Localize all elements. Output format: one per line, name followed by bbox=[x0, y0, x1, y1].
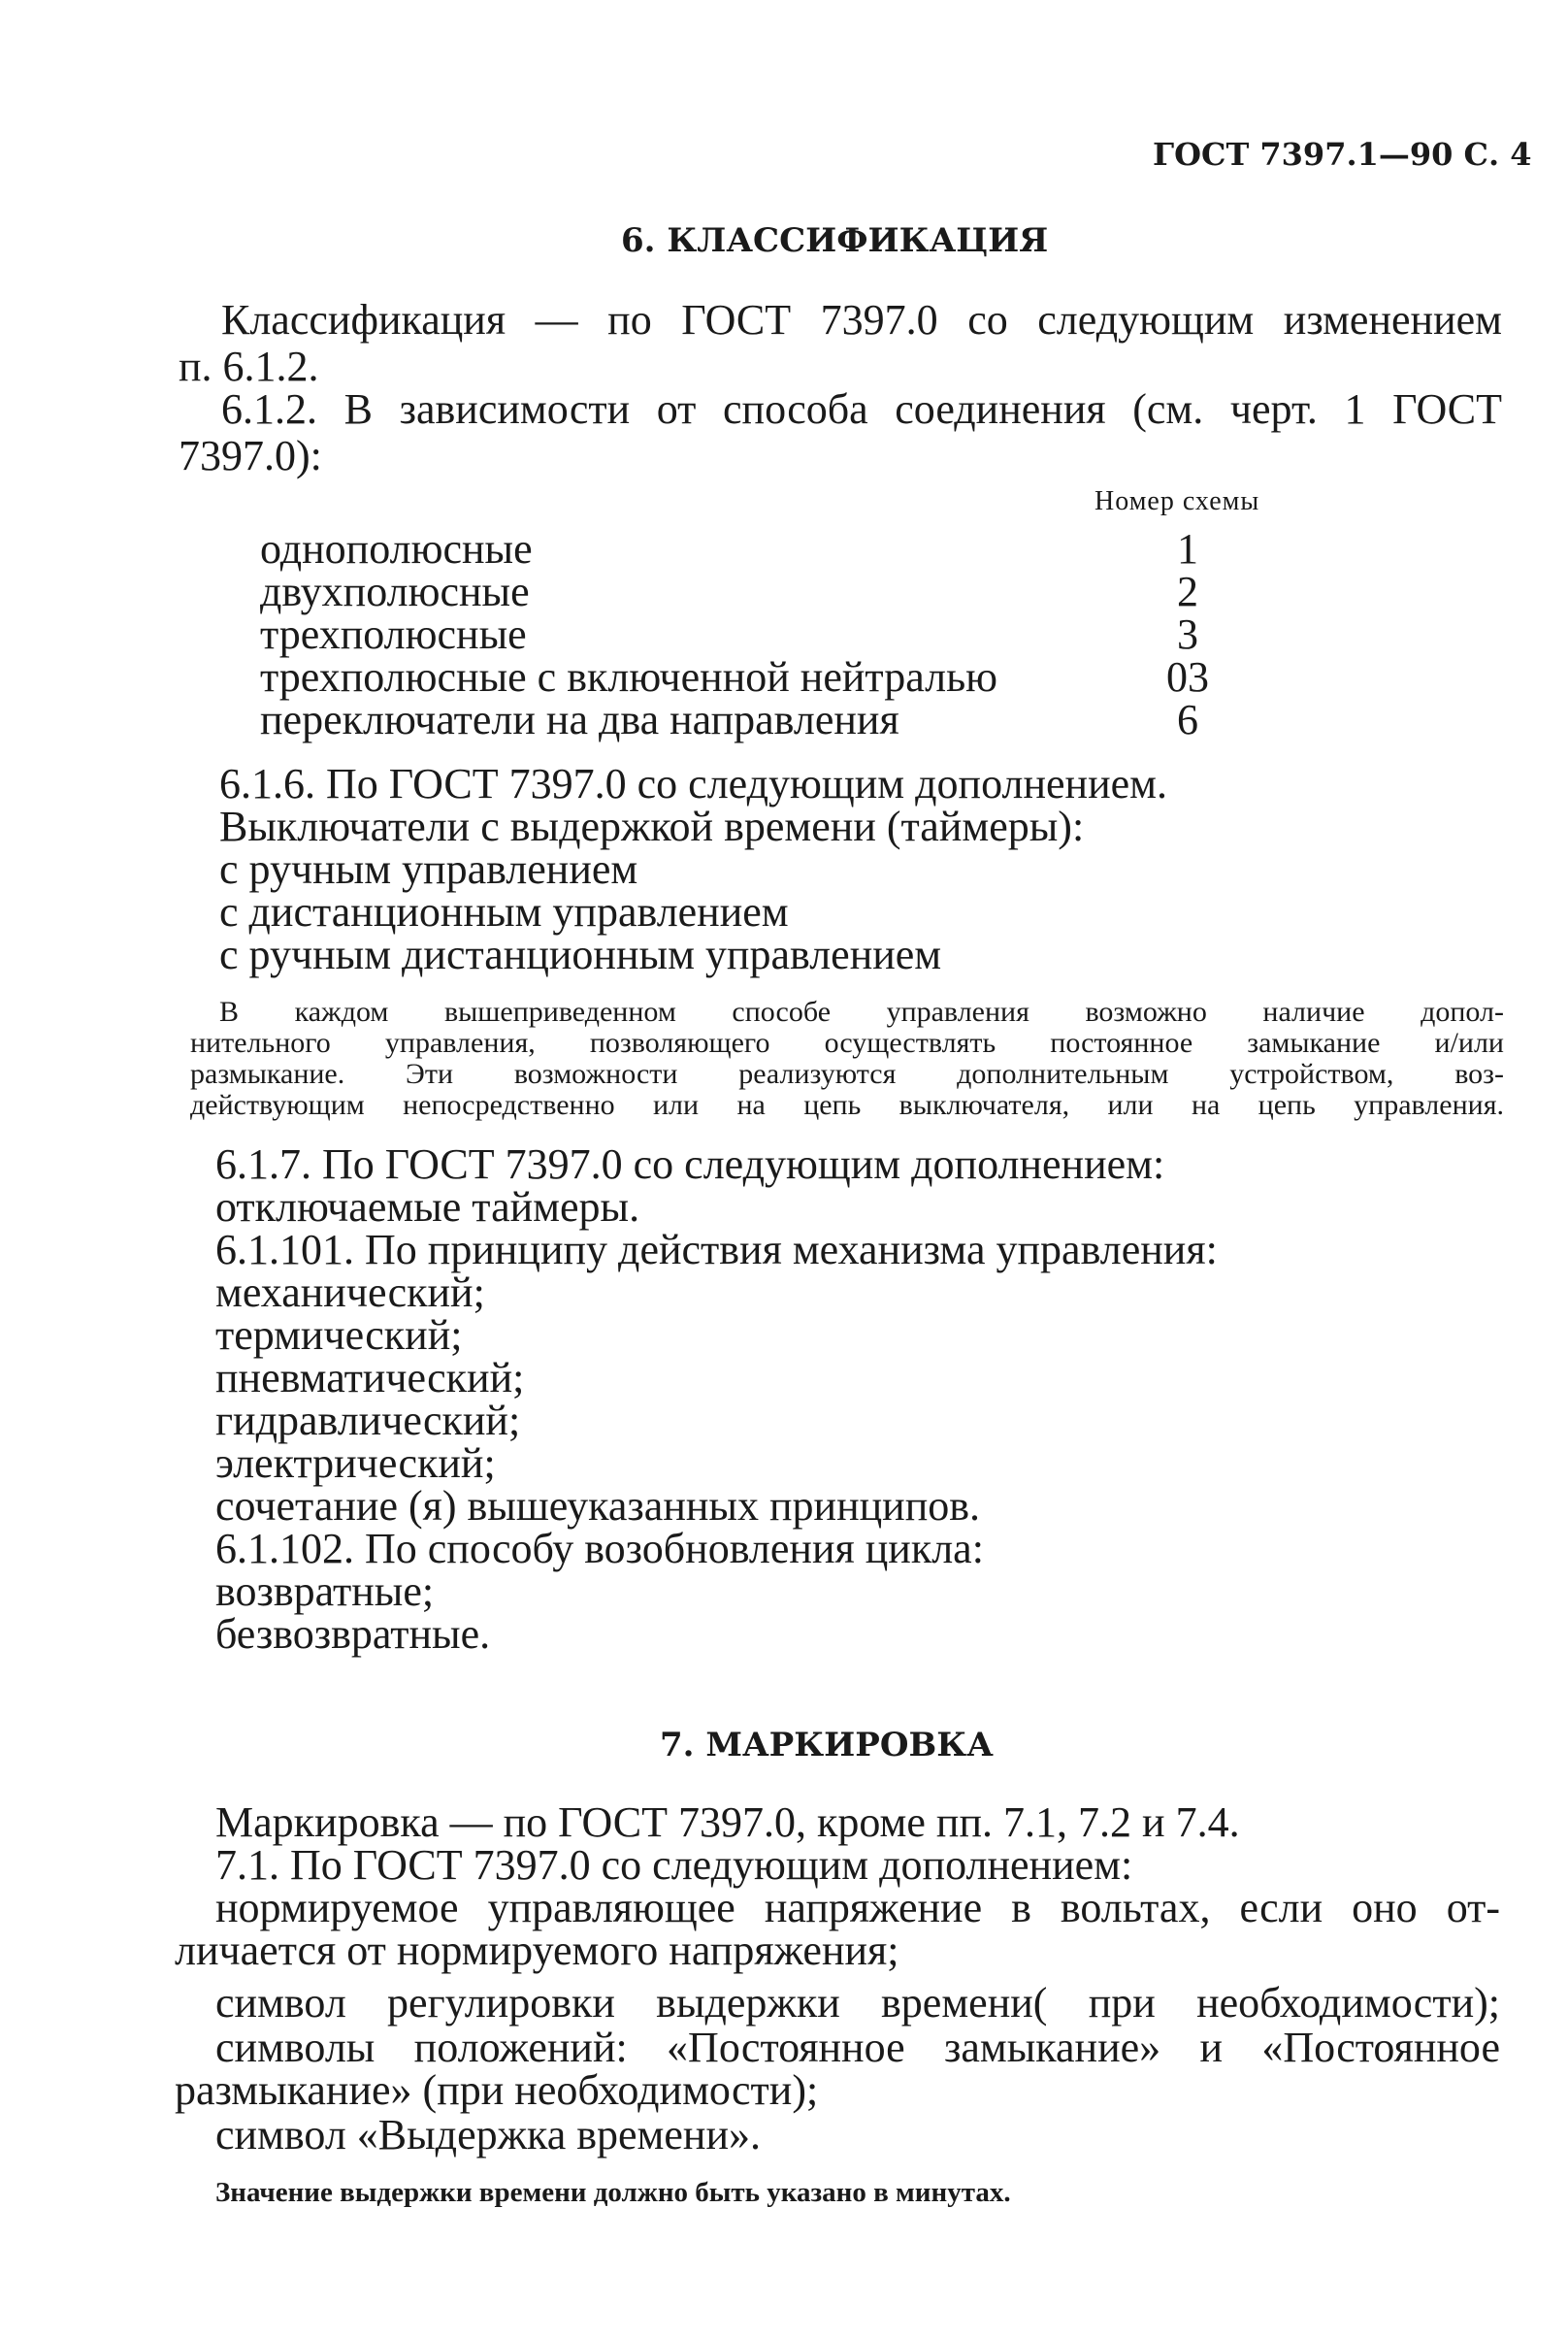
time-adjust-symbol: символ регулировки выдержки времени( при необходимости); bbox=[215, 1982, 1500, 2027]
clause-6-1-7: 6.1.7. По ГОСТ 7397.0 со следующим дополнением: bbox=[215, 1140, 1165, 1188]
control-note-line: В каждом вышеприведенном способе управления возможно наличие допол- bbox=[219, 998, 1504, 1028]
control-note-line: нительного управления, позволяющего осуществлять постоянное замыкание и/или bbox=[190, 1029, 1504, 1059]
mechanism-type: гидравлический; bbox=[215, 1397, 521, 1444]
clause-6-1-6: 6.1.6. По ГОСТ 7397.0 со следующим дополнением. bbox=[219, 760, 1168, 807]
clause-6-1-7-item: отключаемые таймеры. bbox=[215, 1183, 640, 1231]
clause-6-1-2-line1: 6.1.2. В зависимости от способа соединения (см. черт. 1 ГОСТ bbox=[221, 388, 1502, 433]
scheme-number-header: Номер схемы bbox=[1094, 486, 1260, 516]
classification-intro-line2: п. 6.1.2. bbox=[179, 343, 319, 390]
control-note-line: действующим непосредственно или на цепь выключателя, или на цепь управления. bbox=[190, 1091, 1504, 1121]
connection-type-label: однополюсные bbox=[260, 525, 533, 573]
scheme-number: 3 bbox=[1177, 610, 1198, 658]
cycle-type: безвозвратные. bbox=[215, 1610, 491, 1658]
doc-header: ГОСТ 7397.1—90 С. 4 bbox=[1153, 136, 1532, 173]
mechanism-type: пневматический; bbox=[215, 1354, 525, 1401]
scheme-number: 2 bbox=[1177, 568, 1198, 615]
position-symbols-line2: размыкание» (при необходимости); bbox=[175, 2066, 819, 2114]
clause-6-1-101: 6.1.101. По принципу действия механизма управления: bbox=[215, 1226, 1218, 1273]
control-voltage-line1: нормируемое управляющее напряжение в вольтах, если оно от- bbox=[215, 1887, 1500, 1931]
classification-intro-line1: Классификация — по ГОСТ 7397.0 со следующим изменением bbox=[221, 299, 1502, 344]
marking-intro: Маркировка — по ГОСТ 7397.0, кроме пп. 7.1, 7.2 и 7.4. bbox=[215, 1798, 1240, 1846]
timer-type: с ручным управлением bbox=[219, 845, 638, 893]
section-title-classification: 6. КЛАССИФИКАЦИЯ bbox=[621, 221, 1049, 260]
mechanism-type: механический; bbox=[215, 1269, 485, 1316]
clause-6-1-2-line2: 7397.0): bbox=[179, 432, 322, 479]
position-symbols-line1: символы положений: «Постоянное замыкание» и «Постоянное bbox=[215, 2027, 1500, 2071]
connection-type-label: трехполюсные bbox=[260, 610, 527, 658]
scheme-number: 1 bbox=[1177, 525, 1198, 573]
timer-type: с ручным дистанционным управлением bbox=[219, 931, 942, 978]
control-voltage-line2: личается от нормируемого напряжения; bbox=[175, 1927, 899, 1974]
mechanism-type: сочетание (я) вышеуказанных принципов. bbox=[215, 1482, 981, 1530]
control-note-line: размыкание. Эти возможности реализуются дополнительным устройством, воз- bbox=[190, 1060, 1504, 1090]
clause-6-1-102: 6.1.102. По способу возобновления цикла: bbox=[215, 1525, 984, 1572]
time-delay-symbol: символ «Выдержка времени». bbox=[215, 2111, 762, 2159]
connection-type-label: трехполюсные с включенной нейтралью bbox=[260, 653, 998, 701]
connection-type-label: переключатели на два направления bbox=[260, 696, 899, 743]
cycle-type: возвратные; bbox=[215, 1567, 435, 1615]
scheme-number: 6 bbox=[1177, 696, 1198, 743]
clause-7-1: 7.1. По ГОСТ 7397.0 со следующим дополнением: bbox=[215, 1841, 1133, 1889]
connection-type-label: двухполюсные bbox=[260, 568, 530, 615]
mechanism-type: электрический; bbox=[215, 1439, 496, 1487]
timer-type: с дистанционным управлением bbox=[219, 888, 789, 936]
mechanism-type: термический; bbox=[215, 1311, 463, 1359]
section-title-marking: 7. МАРКИРОВКА bbox=[660, 1726, 994, 1764]
minutes-note: Значение выдержки времени должно быть указано в минутах. bbox=[215, 2177, 1011, 2208]
timers-heading: Выключатели с выдержкой времени (таймеры): bbox=[219, 803, 1085, 850]
scheme-number: 03 bbox=[1166, 653, 1209, 701]
